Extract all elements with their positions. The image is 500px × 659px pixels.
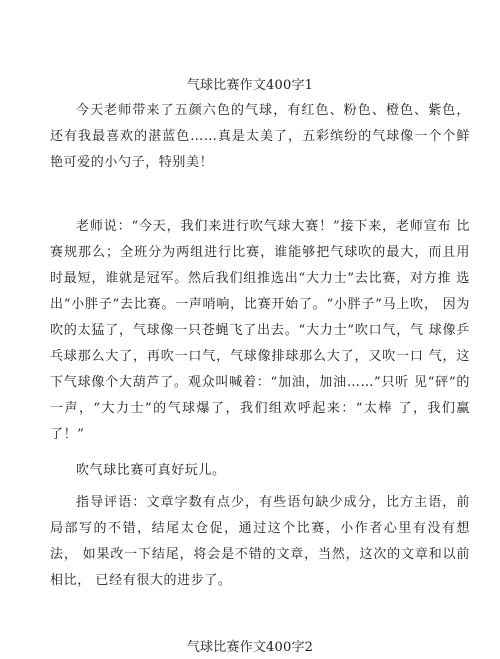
paragraph-teacher-comment: 指导评语：文章字数有点少，有些语句缺少成分，比方主语，前 局部写的不错，结尾太仓促，通过这个比赛，小作者心里有没有想法， 如果改一下结尾，将会是不错的文章，当然，这次的文章和以前相比， 已经有很大的进步了。 — [50, 495, 470, 588]
paragraph-conclusion: 吹气球比赛可真好玩儿。 — [76, 463, 226, 478]
paragraph-competition: 老师说：“今天，我们来进行吹气球大赛！”接下来，老师宣布 比赛规那么；全班分为两组进行比赛，谁能够把气球吹的最大，而且用 时最短，谁就是冠军。然后我们组推选出“大力士”去比赛，对方推 选出“小胖子”去比赛。一声哨响，比赛开始了。“小胖子”马上吹， 因为吹的太猛了，气球像一只苍蝇飞了出去。“大力士”吹口气，气 球像乒乓球那么大了，再吹一口气，气球像排球那么大了，又吹一口 气，这下气球像个大葫芦了。观众叫喊着：“加油，加油……”只听 见“砰”的一声，“大力士”的气球爆了，我们组欢呼起来：“太棒 了，我们赢了！” — [50, 219, 470, 442]
paragraph-balloon-colors: 今天老师带来了五颜六色的气球，有红色、粉色、橙色、紫色，还有我最喜欢的湛蓝色……真是太美了，五彩缤纷的气球像一个个鲜 艳可爱的小勺子，特别美！ — [50, 103, 470, 170]
article-title-1: 气球比赛作文400字1 — [186, 78, 314, 93]
article-title-2: 气球比赛作文400字2 — [186, 640, 314, 655]
